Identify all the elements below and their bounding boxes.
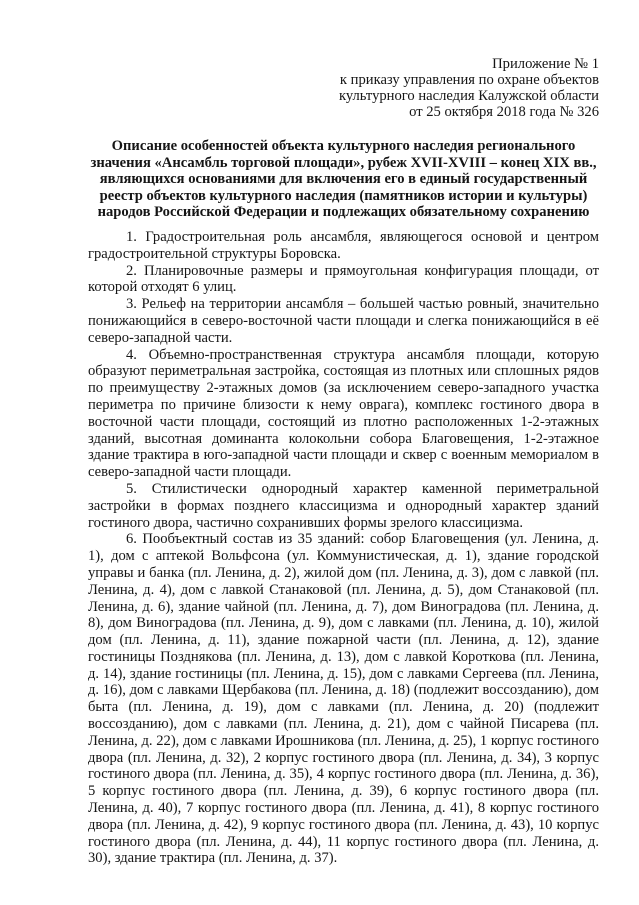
paragraph-6: 6. Пообъектный состав из 35 зданий: собор Благовещения (ул. Ленина, д. 1), дом с аптекой Вольфсона (ул. Коммунистическая, д. 1), здание городской управы и банка (пл. Ленина, д. 2), жилой дом (пл. Ленина, д. 3), дом с лавкой (пл. Ленина, д. 4), дом с лавкой Станаковой (пл. Ленина, д. 5), дом Станаковой (пл. Ленина, д. 6), здание чайной (пл. Ленина, д. 7), дом Виноградова (пл. Ленина, д. 8), дом Виноградова (пл. Ленина, д. 9), дом с лавками (пл. Ленина, д. 10), жилой дом (пл. Ленина, д. 11), здание пожарной части (пл. Ленина, д. 12), здание гостиницы Позднякова (пл. Ленина, д. 13), дом с лавкой Короткова (пл. Ленина, д. 14), здание гостиницы (пл. Ленина, д. 15), дом с лавками Сергеева (пл. Ленина, д. 16), дом с лавками Щербакова (пл. Ленина, д. 18) (подлежит воссозданию), дом быта (пл. Ленина, д. 19), дом с лавками (пл. Ленина, д. 20) (подлежит воссозданию), дом с лавками (пл. Ленина, д. 21), дом с чайной Писарева (пл. Ленина, д. 22), дом с лавками Ирошникова (пл. Ленина, д. 25), 1 корпус гостиного двора (пл. Ленина, д. 32), 2 корпус гостиного двора (пл. Ленина, д. 34), 3 корпус гостиного двора (пл. Ленина, д. 35), 4 корпус гостиного двора (пл. Ленина, д. 36), 5 корпус гостиного двора (пл. Ленина, д. 39), 6 корпус гостиного двора (пл. Ленина, д. 40), 7 корпус гостиного двора (пл. Ленина, д. 41), 8 корпус гостиного двора (пл. Ленина, д. 42), 9 корпус гостиного двора (пл. Ленина, д. 43), 10 корпус гостиного двора (пл. Ленина, д. 44), 11 корпус гостиного двора (пл. Ленина, д. 30), здание трактира (пл. Ленина, д. 37). [88, 531, 599, 867]
title-line-5: народов Российской Федерации и подлежащих обязательному сохранению [97, 204, 590, 221]
paragraph-2: 2. Планировочные размеры и прямоугольная конфигурация площади, от которой отходят 6 улиц. [88, 262, 599, 296]
attachment-line-2: к приказу управления по охране объектов [339, 72, 599, 88]
attachment-header [88, 56, 599, 120]
attachment-line-4: от 25 октября 2018 года № 326 [409, 104, 599, 120]
title-line-1: Описание особенностей объекта культурного наследия регионального [111, 138, 576, 154]
paragraph-4: 4. Объемно-пространственная структура ансамбля площади, которую образуют периметральная застройка, состоящая из плотных или сплошных рядов по преимуществу 2-этажных домов (за исключением северо-западного участка периметра по причине близости к нему оврага), комплекс гостиного двора в восточной части площади, состоящий из плотно расположенных 1-2-этажных зданий, высотная доминанта колокольни собора Благовещения, 1-2-этажное здание трактира в юго-западной части площади и сквер с военным мемориалом в северо-западной части площади. [88, 346, 599, 481]
document-title [88, 138, 599, 221]
paragraph-3: 3. Рельеф на территории ансамбля – большей частью ровный, значительно понижающийся в северо-восточной части площади и слегка понижающийся в её северо-западной части. [88, 296, 599, 346]
paragraph-5: 5. Стилистически однородный характер каменной периметральной застройки в формах позднего классицизма и однородный характер зданий гостиного двора, частично сохранивших формы зрелого классицизма. [88, 480, 599, 531]
attachment-line-1: Приложение № 1 [492, 56, 599, 72]
attachment-line-3: культурного наследия Калужской области [338, 88, 599, 104]
document-body [88, 229, 599, 867]
title-line-4: реестр объектов культурного наследия (памятников истории и культуры) [99, 187, 588, 204]
paragraph-1: 1. Градостроительная роль ансамбля, являющегося основой и центром градостроительной структуры Боровска. [88, 228, 599, 262]
title-line-3: являющихся основаниями для включения его в единый государственный [99, 171, 588, 188]
title-line-2: значения «Ансамбль торговой площади», рубеж XVII-XVIII – конец XIX вв., [90, 154, 597, 171]
